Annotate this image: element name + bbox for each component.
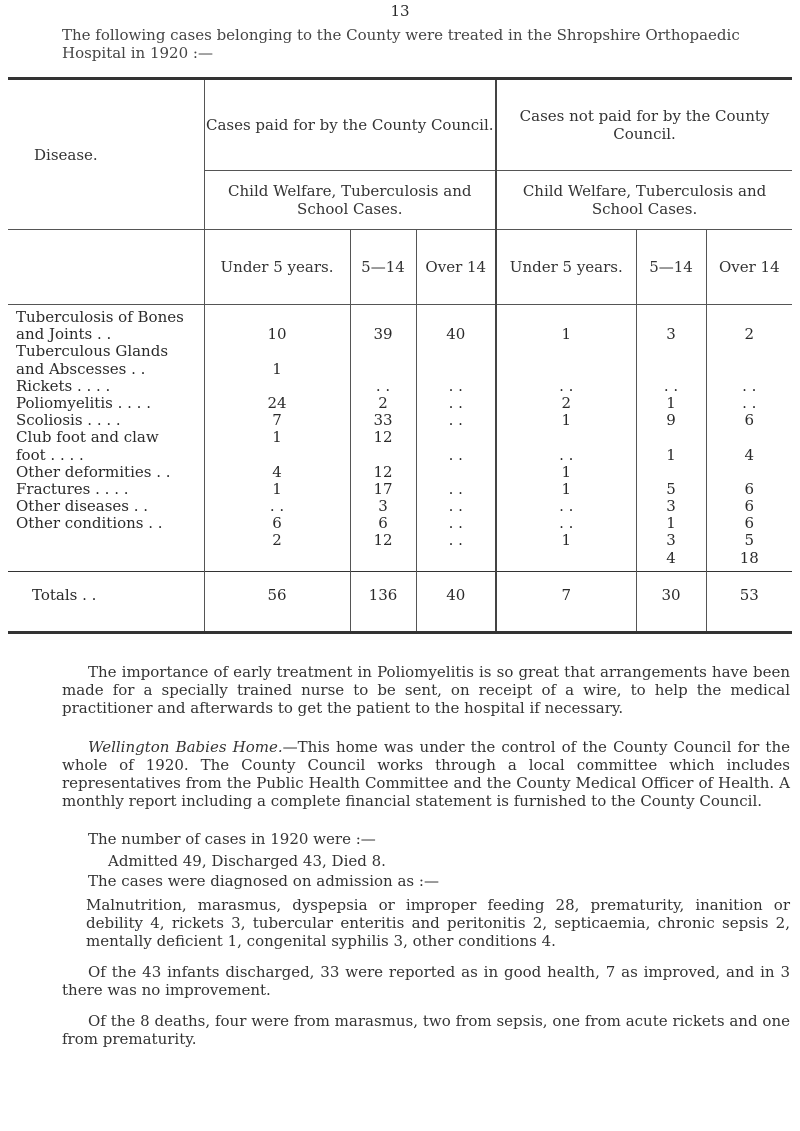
table-cell: 6 bbox=[378, 514, 388, 533]
table-cell bbox=[205, 447, 350, 464]
table-cell bbox=[417, 343, 496, 360]
diagnosis-list: Malnutrition, marasmus, dyspepsia or improper feeding 28, prematurity, inanition or debility 4, rickets 3, tubercular enteritis and peritonitis 2, septicaemia, chronic sepsis 2, mentally deficient 1, congenital syphilis 3, other conditions 4. bbox=[86, 896, 790, 950]
table-cell: . . bbox=[448, 445, 463, 464]
table-cell: 5 bbox=[666, 479, 676, 498]
discharge-paragraph: Of the 43 infants discharged, 33 were reported as in good health, 7 as improved, and in 3 there was no improvement. bbox=[62, 963, 790, 999]
section-body: —This home was under the control of the County Council for the whole of 1920. The County Council works through a local committee which includes representatives from the Public Health Committee and the County Medical Officer of Health. A monthly report including a complete financial statement is furnished to the County Council. bbox=[62, 738, 790, 810]
total-cell: 40 bbox=[416, 572, 496, 632]
table-cell bbox=[205, 550, 350, 567]
notpaid-5-14-column bbox=[637, 309, 706, 567]
table-cell: . . bbox=[742, 393, 757, 412]
table-cell bbox=[707, 343, 793, 360]
disease-label: Fractures . . . . bbox=[16, 479, 129, 498]
table-cell: 6 bbox=[744, 514, 755, 533]
table-cell: . . bbox=[375, 376, 391, 395]
age-header: Over 14 bbox=[706, 230, 792, 305]
table-cell bbox=[417, 550, 496, 567]
table-cell: . . bbox=[663, 376, 679, 395]
table-cell: 6 bbox=[744, 479, 755, 498]
disease-label bbox=[8, 550, 204, 567]
table-cell bbox=[351, 361, 416, 378]
table-bottom-rule bbox=[8, 631, 792, 634]
table-cell bbox=[417, 361, 496, 378]
sub-paid-header: Child Welfare, Tuberculosis and School Cases. bbox=[204, 171, 496, 230]
table-cell: . . bbox=[448, 479, 463, 498]
section-title: Wellington Babies Home. bbox=[88, 738, 283, 756]
table-cell: 4 bbox=[272, 462, 282, 481]
disease-label: foot . . . . bbox=[16, 445, 84, 464]
table-cell: 2 bbox=[561, 393, 572, 412]
disease-label: Poliomyelitis . . . . bbox=[16, 393, 151, 412]
age-header: 5—14 bbox=[636, 230, 706, 305]
age-header: 5—14 bbox=[350, 230, 416, 305]
table-cell: 1 bbox=[272, 359, 282, 378]
table-cell bbox=[637, 309, 706, 326]
disease-label: Tuberculous Glands bbox=[16, 342, 169, 361]
table-cell bbox=[351, 550, 416, 567]
total-cell: 30 bbox=[636, 572, 706, 632]
table-cell bbox=[497, 343, 636, 360]
table-cell bbox=[637, 343, 706, 360]
table-cell bbox=[417, 309, 496, 326]
table-cell: 12 bbox=[373, 428, 393, 447]
table-cell bbox=[497, 550, 636, 567]
table-cell bbox=[351, 309, 416, 326]
disease-label: Scoliosis . . . . bbox=[16, 411, 121, 430]
table-cell: 2 bbox=[378, 393, 388, 412]
disease-label: Club foot and claw bbox=[16, 428, 159, 447]
table-cell: 1 bbox=[666, 514, 676, 533]
table-cell: 12 bbox=[373, 531, 393, 550]
table-cell bbox=[205, 309, 350, 326]
table-cell: 1 bbox=[561, 325, 572, 344]
disease-label: Other diseases . . bbox=[16, 497, 149, 516]
table-cell: 7 bbox=[272, 411, 282, 430]
table-cell bbox=[351, 343, 416, 360]
table-cell bbox=[205, 378, 350, 395]
table-cell: . . bbox=[559, 514, 574, 533]
table-cell: . . bbox=[448, 411, 463, 430]
table-cell: 9 bbox=[666, 411, 676, 430]
table-cell: . . bbox=[269, 497, 285, 516]
table-cell: 17 bbox=[373, 479, 393, 498]
table-cell: 3 bbox=[666, 531, 676, 550]
table-cell bbox=[351, 447, 416, 464]
totals-label: Totals . . bbox=[8, 572, 204, 632]
table-cell: . . bbox=[448, 497, 463, 516]
totals-row bbox=[8, 572, 792, 632]
disease-label: and Joints . . bbox=[16, 325, 112, 344]
table-cell: 1 bbox=[561, 411, 572, 430]
table-cell: 1 bbox=[561, 531, 572, 550]
disease-header: Disease. bbox=[8, 80, 204, 230]
table-cell bbox=[205, 343, 350, 360]
total-cell: 7 bbox=[496, 572, 636, 632]
admission-stats: Admitted 49, Discharged 43, Died 8. bbox=[108, 852, 386, 870]
disease-label: Other deformities . . bbox=[16, 462, 171, 481]
age-header: Under 5 years. bbox=[204, 230, 350, 305]
table-cell: 10 bbox=[267, 325, 287, 344]
table-cell bbox=[637, 429, 706, 446]
table-cell bbox=[707, 361, 793, 378]
table-cell: 3 bbox=[378, 497, 388, 516]
group-paid-header: Cases paid for by the County Council. bbox=[204, 80, 496, 171]
table-cell: 2 bbox=[272, 531, 282, 550]
group-not-paid-header: Cases not paid for by the County Council. bbox=[519, 107, 770, 143]
sub-not-paid-header: Child Welfare, Tuberculosis and School Cases. bbox=[496, 171, 792, 230]
blank-header bbox=[8, 230, 204, 305]
disease-label bbox=[8, 532, 204, 549]
table-cell: 1 bbox=[561, 462, 572, 481]
table-cell bbox=[497, 309, 636, 326]
age-header: Under 5 years. bbox=[496, 230, 636, 305]
table-cell: 4 bbox=[744, 445, 755, 464]
table-cell: 6 bbox=[744, 497, 755, 516]
table-cell: 24 bbox=[267, 393, 287, 412]
paragraph-wellington-home bbox=[62, 738, 790, 810]
table-cell: 1 bbox=[666, 393, 676, 412]
table-cell: 3 bbox=[666, 325, 676, 344]
disease-label: and Abscesses . . bbox=[16, 359, 146, 378]
table-cell bbox=[707, 429, 793, 446]
total-cell: 53 bbox=[706, 572, 792, 632]
disease-label: Tuberculosis of Bones bbox=[16, 308, 184, 326]
table-cell: 1 bbox=[272, 479, 282, 498]
table-cell: 1 bbox=[666, 445, 676, 464]
table-cell bbox=[707, 309, 793, 326]
table-cell: 6 bbox=[744, 411, 755, 430]
table-body bbox=[8, 305, 792, 572]
diagnosis-line: The cases were diagnosed on admission as :— bbox=[88, 872, 439, 890]
table-cell: 39 bbox=[373, 325, 393, 344]
table-cell bbox=[707, 464, 793, 481]
disease-label: Rickets . . . . bbox=[16, 376, 111, 395]
notpaid-over14-column bbox=[707, 309, 793, 567]
table-cell: . . bbox=[559, 497, 574, 516]
deaths-paragraph: Of the 8 deaths, four were from marasmus, two from sepsis, one from acute rickets and one from prematurity. bbox=[62, 1012, 790, 1048]
total-cell: 136 bbox=[350, 572, 416, 632]
table-cell: 12 bbox=[373, 462, 393, 481]
table-cell bbox=[497, 361, 636, 378]
table-cell: . . bbox=[448, 514, 463, 533]
table-cell: 18 bbox=[739, 548, 759, 567]
table-cell: 33 bbox=[373, 411, 393, 430]
table-cell: 2 bbox=[744, 325, 755, 344]
paragraph-poliomyelitis: The importance of early treatment in Poliomyelitis is so great that arrangements have been made for a specially trained nurse to be sent, on receipt of a wire, to help the medical practitioner and afterwards to get the patient to the hospital if necessary. bbox=[62, 663, 790, 717]
table-cell: . . bbox=[559, 376, 574, 395]
table-cell: . . bbox=[448, 376, 463, 395]
table-cell: 3 bbox=[666, 497, 676, 516]
table-cell: 1 bbox=[561, 479, 572, 498]
paid-under5-column bbox=[205, 309, 350, 567]
table-cell: . . bbox=[448, 531, 463, 550]
table-cell: . . bbox=[742, 376, 757, 395]
table-cell bbox=[417, 429, 496, 446]
table-cell: 1 bbox=[272, 428, 282, 447]
table-cell: 4 bbox=[666, 548, 676, 567]
page-number: 13 bbox=[390, 2, 410, 20]
age-header: Over 14 bbox=[416, 230, 496, 305]
intro-text: The following cases belonging to the County were treated in the Shropshire Orthopaedic Hospital in 1920 :— bbox=[62, 26, 740, 62]
paid-over14-column bbox=[417, 309, 496, 567]
table-cell bbox=[497, 429, 636, 446]
table-cell: . . bbox=[448, 393, 463, 412]
paid-5-14-column bbox=[351, 309, 416, 567]
table-cell bbox=[637, 361, 706, 378]
table-cell bbox=[417, 464, 496, 481]
notpaid-under5-column bbox=[497, 309, 636, 567]
total-cell: 56 bbox=[204, 572, 350, 632]
table-cell: 6 bbox=[272, 514, 282, 533]
disease-label: Other conditions . . bbox=[16, 514, 163, 533]
disease-column bbox=[8, 309, 204, 567]
cases-table bbox=[8, 77, 792, 634]
table-cell: 5 bbox=[744, 531, 755, 550]
table-cell bbox=[637, 464, 706, 481]
table-cell: 40 bbox=[446, 325, 466, 344]
table-cell: . . bbox=[559, 445, 574, 464]
cases-count-line: The number of cases in 1920 were :— bbox=[88, 830, 376, 848]
